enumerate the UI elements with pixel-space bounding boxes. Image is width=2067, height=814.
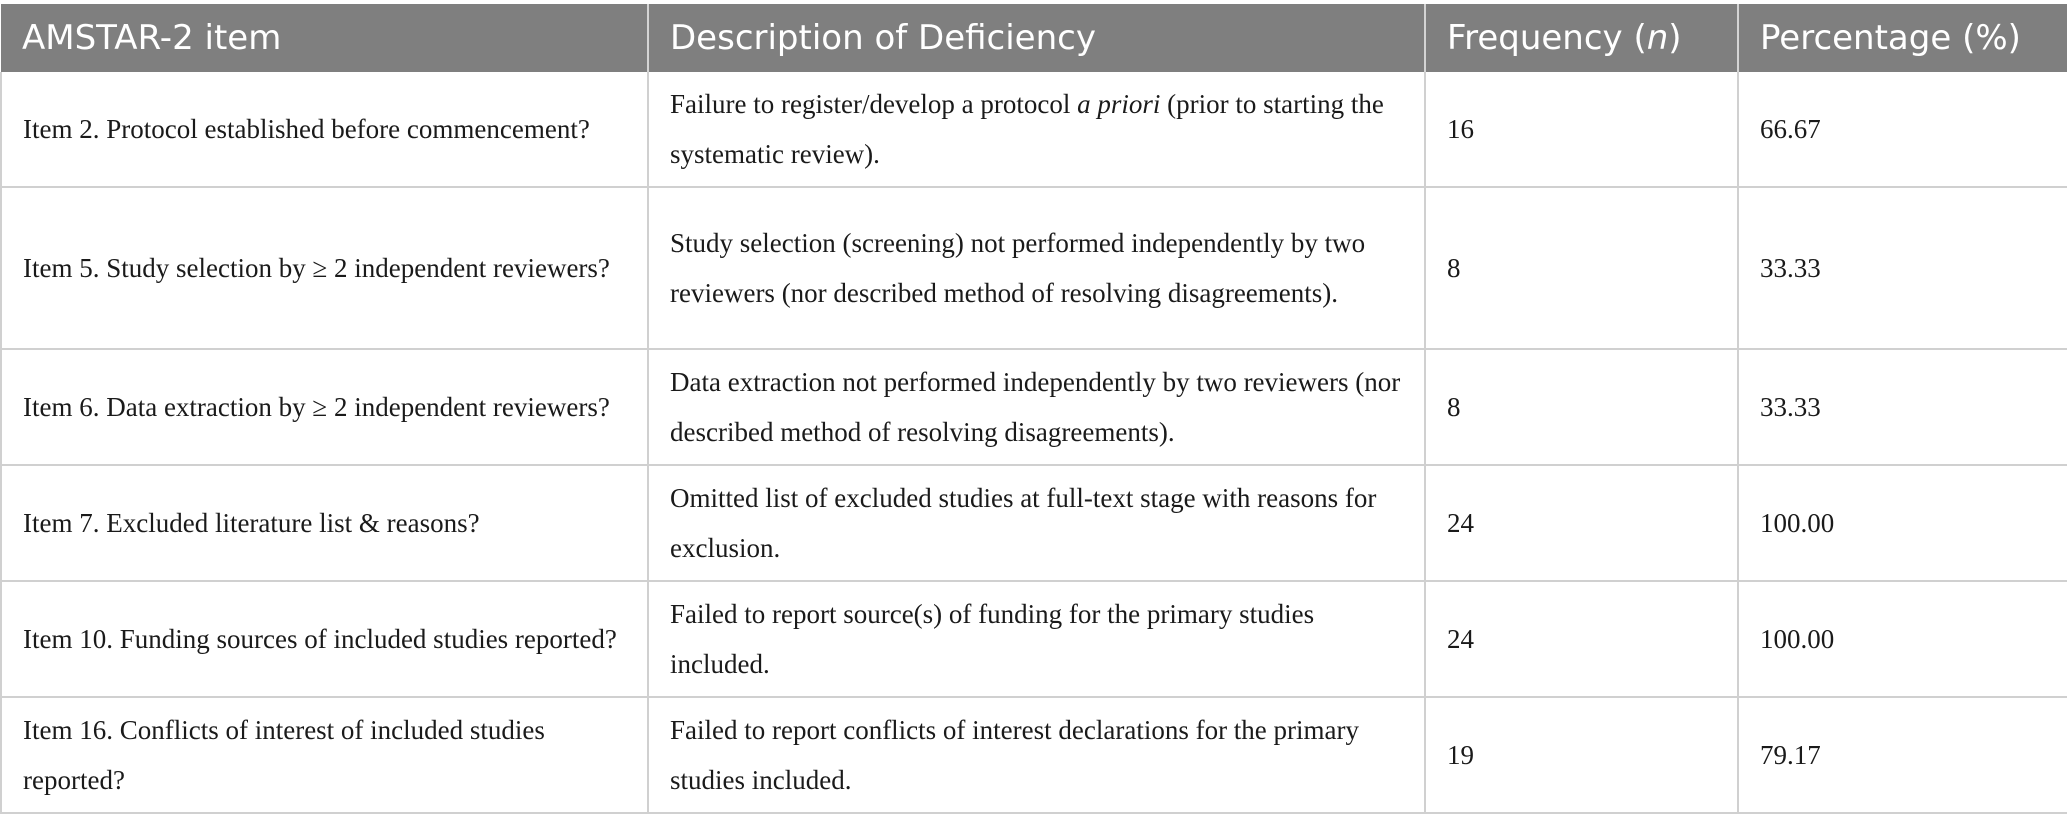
deficiency-table-container bbox=[0, 4, 2067, 814]
header-frequency-prefix: Frequency ( bbox=[1447, 18, 1647, 58]
header-percentage: Percentage (%) bbox=[1738, 4, 2067, 72]
header-frequency bbox=[1425, 4, 1738, 72]
amstar-deficiency-table bbox=[0, 4, 2067, 814]
cell-percentage: 66.67 bbox=[1738, 72, 2067, 187]
cell-item: Item 5. Study selection by ≥ 2 independent reviewers? bbox=[1, 187, 648, 349]
cell-item: Item 6. Data extraction by ≥ 2 independent reviewers? bbox=[1, 349, 648, 465]
cell-frequency: 8 bbox=[1425, 187, 1738, 349]
cell-percentage: 100.00 bbox=[1738, 465, 2067, 581]
cell-frequency: 24 bbox=[1425, 465, 1738, 581]
cell-percentage: 33.33 bbox=[1738, 187, 2067, 349]
cell-description: Data extraction not performed independently by two reviewers (nor described method of resolving disagreements). bbox=[648, 349, 1425, 465]
table-row bbox=[1, 349, 2067, 465]
cell-description: Failed to report conflicts of interest declarations for the primary studies included. bbox=[648, 697, 1425, 813]
description-text-before: Failure to register/develop a protocol bbox=[670, 89, 1078, 119]
cell-percentage: 100.00 bbox=[1738, 581, 2067, 697]
cell-frequency: 16 bbox=[1425, 72, 1738, 187]
cell-description: Omitted list of excluded studies at full-text stage with reasons for exclusion. bbox=[648, 465, 1425, 581]
cell-frequency: 19 bbox=[1425, 697, 1738, 813]
header-amstar-item: AMSTAR-2 item bbox=[1, 4, 648, 72]
description-text-italic: a priori bbox=[1077, 89, 1161, 119]
cell-item: Item 16. Conflicts of interest of included studies reported? bbox=[1, 697, 648, 813]
cell-frequency: 8 bbox=[1425, 349, 1738, 465]
cell-description bbox=[648, 72, 1425, 187]
cell-frequency: 24 bbox=[1425, 581, 1738, 697]
table-row bbox=[1, 187, 2067, 349]
header-frequency-suffix: ) bbox=[1668, 18, 1682, 58]
cell-percentage: 33.33 bbox=[1738, 349, 2067, 465]
cell-description: Study selection (screening) not performed independently by two reviewers (nor described method of resolving disagreements). bbox=[648, 187, 1425, 349]
table-row bbox=[1, 697, 2067, 813]
table-row bbox=[1, 72, 2067, 187]
cell-item: Item 2. Protocol established before commencement? bbox=[1, 72, 648, 187]
table-row bbox=[1, 581, 2067, 697]
table-body bbox=[1, 72, 2067, 813]
cell-item: Item 7. Excluded literature list & reasons? bbox=[1, 465, 648, 581]
cell-item: Item 10. Funding sources of included studies reported? bbox=[1, 581, 648, 697]
table-header bbox=[1, 4, 2067, 72]
header-frequency-n: n bbox=[1646, 18, 1669, 58]
header-description: Description of Deficiency bbox=[648, 4, 1425, 72]
table-row bbox=[1, 465, 2067, 581]
description-text-after: (prior to starting the systematic review). bbox=[670, 89, 1384, 169]
cell-description: Failed to report source(s) of funding for the primary studies included. bbox=[648, 581, 1425, 697]
header-row bbox=[1, 4, 2067, 72]
cell-percentage: 79.17 bbox=[1738, 697, 2067, 813]
